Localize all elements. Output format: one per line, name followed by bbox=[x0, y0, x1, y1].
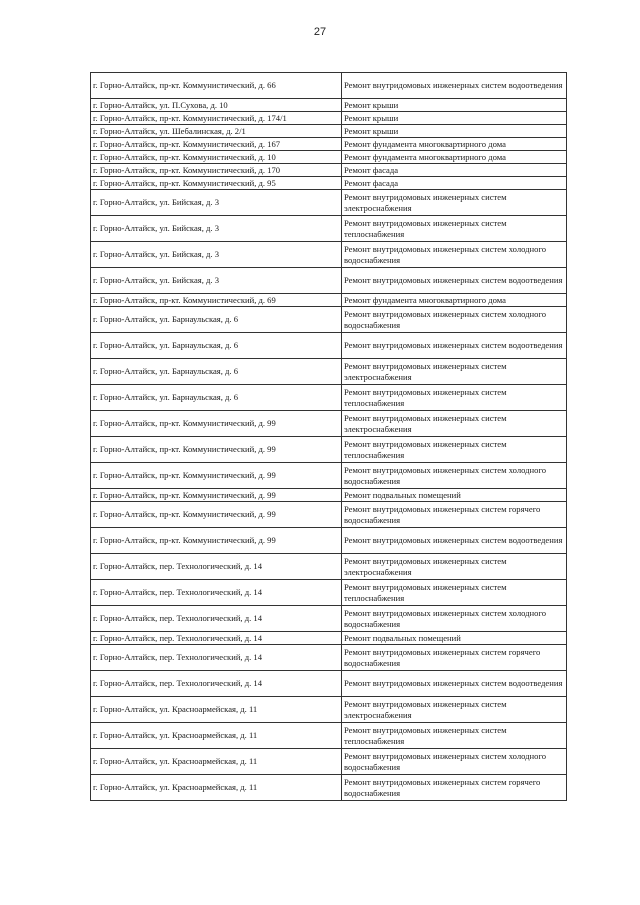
work-type-cell: Ремонт фундамента многоквартирного дома bbox=[342, 138, 567, 151]
table-row bbox=[91, 333, 567, 359]
repair-works-table bbox=[90, 72, 567, 801]
address-cell: г. Горно-Алтайск, ул. Бийская, д. 3 bbox=[91, 190, 342, 216]
work-type-cell: Ремонт фундамента многоквартирного дома bbox=[342, 151, 567, 164]
work-type-cell: Ремонт крыши bbox=[342, 125, 567, 138]
table-row bbox=[91, 528, 567, 554]
table-row bbox=[91, 125, 567, 138]
address-cell: г. Горно-Алтайск, пер. Технологический, д. 14 bbox=[91, 606, 342, 632]
table-row bbox=[91, 606, 567, 632]
work-type-cell: Ремонт внутридомовых инженерных систем холодного водоснабжения bbox=[342, 749, 567, 775]
address-cell: г. Горно-Алтайск, пер. Технологический, д. 14 bbox=[91, 645, 342, 671]
address-cell: г. Горно-Алтайск, пер. Технологический, д. 14 bbox=[91, 671, 342, 697]
page-number: 27 bbox=[313, 26, 327, 38]
address-cell: г. Горно-Алтайск, пр-кт. Коммунистический, д. 99 bbox=[91, 489, 342, 502]
address-cell: г. Горно-Алтайск, пр-кт. Коммунистический, д. 167 bbox=[91, 138, 342, 151]
table-row bbox=[91, 242, 567, 268]
table-row bbox=[91, 268, 567, 294]
table-row bbox=[91, 697, 567, 723]
table-row bbox=[91, 645, 567, 671]
table-row bbox=[91, 294, 567, 307]
work-type-cell: Ремонт внутридомовых инженерных систем холодного водоснабжения bbox=[342, 463, 567, 489]
table-row bbox=[91, 151, 567, 164]
work-type-cell: Ремонт внутридомовых инженерных систем холодного водоснабжения bbox=[342, 307, 567, 333]
address-cell: г. Горно-Алтайск, пр-кт. Коммунистический, д. 99 bbox=[91, 463, 342, 489]
table-row bbox=[91, 177, 567, 190]
table-row bbox=[91, 775, 567, 801]
work-type-cell: Ремонт фасада bbox=[342, 164, 567, 177]
address-cell: г. Горно-Алтайск, пр-кт. Коммунистический, д. 66 bbox=[91, 73, 342, 99]
table-row bbox=[91, 307, 567, 333]
address-cell: г. Горно-Алтайск, пр-кт. Коммунистический, д. 99 bbox=[91, 502, 342, 528]
work-type-cell: Ремонт внутридомовых инженерных систем электроснабжения bbox=[342, 190, 567, 216]
address-cell: г. Горно-Алтайск, пр-кт. Коммунистический, д. 174/1 bbox=[91, 112, 342, 125]
address-cell: г. Горно-Алтайск, пр-кт. Коммунистический, д. 99 bbox=[91, 528, 342, 554]
work-type-cell: Ремонт внутридомовых инженерных систем теплоснабжения bbox=[342, 437, 567, 463]
address-cell: г. Горно-Алтайск, ул. Барнаульская, д. 6 bbox=[91, 307, 342, 333]
work-type-cell: Ремонт подвальных помещений bbox=[342, 632, 567, 645]
work-type-cell: Ремонт внутридомовых инженерных систем горячего водоснабжения bbox=[342, 775, 567, 801]
work-type-cell: Ремонт внутридомовых инженерных систем горячего водоснабжения bbox=[342, 502, 567, 528]
table-row bbox=[91, 138, 567, 151]
table-row bbox=[91, 489, 567, 502]
work-type-cell: Ремонт внутридомовых инженерных систем горячего водоснабжения bbox=[342, 645, 567, 671]
table-row bbox=[91, 580, 567, 606]
work-type-cell: Ремонт фасада bbox=[342, 177, 567, 190]
work-type-cell: Ремонт внутридомовых инженерных систем теплоснабжения bbox=[342, 385, 567, 411]
address-cell: г. Горно-Алтайск, пр-кт. Коммунистический, д. 99 bbox=[91, 437, 342, 463]
work-type-cell: Ремонт внутридомовых инженерных систем теплоснабжения bbox=[342, 580, 567, 606]
address-cell: г. Горно-Алтайск, ул. Красноармейская, д. 11 bbox=[91, 723, 342, 749]
table-row bbox=[91, 164, 567, 177]
table-row bbox=[91, 73, 567, 99]
table-row bbox=[91, 463, 567, 489]
table-row bbox=[91, 502, 567, 528]
table-row bbox=[91, 359, 567, 385]
table-row bbox=[91, 437, 567, 463]
work-type-cell: Ремонт фундамента многоквартирного дома bbox=[342, 294, 567, 307]
work-type-cell: Ремонт внутридомовых инженерных систем водоотведения bbox=[342, 73, 567, 99]
table-row bbox=[91, 99, 567, 112]
work-type-cell: Ремонт внутридомовых инженерных систем электроснабжения bbox=[342, 697, 567, 723]
work-type-cell: Ремонт внутридомовых инженерных систем водоотведения bbox=[342, 528, 567, 554]
work-type-cell: Ремонт внутридомовых инженерных систем электроснабжения bbox=[342, 554, 567, 580]
address-cell: г. Горно-Алтайск, ул. Красноармейская, д. 11 bbox=[91, 775, 342, 801]
address-cell: г. Горно-Алтайск, ул. Бийская, д. 3 bbox=[91, 268, 342, 294]
address-cell: г. Горно-Алтайск, ул. Барнаульская, д. 6 bbox=[91, 333, 342, 359]
work-type-cell: Ремонт внутридомовых инженерных систем холодного водоснабжения bbox=[342, 242, 567, 268]
table-row bbox=[91, 671, 567, 697]
address-cell: г. Горно-Алтайск, ул. Бийская, д. 3 bbox=[91, 242, 342, 268]
work-type-cell: Ремонт внутридомовых инженерных систем водоотведения bbox=[342, 671, 567, 697]
work-type-cell: Ремонт внутридомовых инженерных систем теплоснабжения bbox=[342, 216, 567, 242]
address-cell: г. Горно-Алтайск, пр-кт. Коммунистический, д. 10 bbox=[91, 151, 342, 164]
address-cell: г. Горно-Алтайск, пр-кт. Коммунистический, д. 95 bbox=[91, 177, 342, 190]
table-row bbox=[91, 385, 567, 411]
address-cell: г. Горно-Алтайск, пер. Технологический, д. 14 bbox=[91, 554, 342, 580]
address-cell: г. Горно-Алтайск, пер. Технологический, д. 14 bbox=[91, 580, 342, 606]
address-cell: г. Горно-Алтайск, ул. Барнаульская, д. 6 bbox=[91, 385, 342, 411]
address-cell: г. Горно-Алтайск, ул. П.Сухова, д. 10 bbox=[91, 99, 342, 112]
work-type-cell: Ремонт крыши bbox=[342, 112, 567, 125]
work-type-cell: Ремонт внутридомовых инженерных систем электроснабжения bbox=[342, 411, 567, 437]
table-row bbox=[91, 632, 567, 645]
table-row bbox=[91, 190, 567, 216]
work-type-cell: Ремонт подвальных помещений bbox=[342, 489, 567, 502]
address-cell: г. Горно-Алтайск, ул. Красноармейская, д. 11 bbox=[91, 697, 342, 723]
address-cell: г. Горно-Алтайск, пр-кт. Коммунистический, д. 99 bbox=[91, 411, 342, 437]
work-type-cell: Ремонт внутридомовых инженерных систем водоотведения bbox=[342, 333, 567, 359]
work-type-cell: Ремонт внутридомовых инженерных систем теплоснабжения bbox=[342, 723, 567, 749]
address-cell: г. Горно-Алтайск, ул. Красноармейская, д. 11 bbox=[91, 749, 342, 775]
address-cell: г. Горно-Алтайск, пер. Технологический, д. 14 bbox=[91, 632, 342, 645]
address-cell: г. Горно-Алтайск, ул. Бийская, д. 3 bbox=[91, 216, 342, 242]
work-type-cell: Ремонт внутридомовых инженерных систем водоотведения bbox=[342, 268, 567, 294]
address-cell: г. Горно-Алтайск, пр-кт. Коммунистический, д. 69 bbox=[91, 294, 342, 307]
address-cell: г. Горно-Алтайск, ул. Шебалинская, д. 2/1 bbox=[91, 125, 342, 138]
table-row bbox=[91, 112, 567, 125]
table-row bbox=[91, 723, 567, 749]
table-row bbox=[91, 216, 567, 242]
work-type-cell: Ремонт внутридомовых инженерных систем холодного водоснабжения bbox=[342, 606, 567, 632]
address-cell: г. Горно-Алтайск, ул. Барнаульская, д. 6 bbox=[91, 359, 342, 385]
work-type-cell: Ремонт крыши bbox=[342, 99, 567, 112]
table-row bbox=[91, 554, 567, 580]
work-type-cell: Ремонт внутридомовых инженерных систем электроснабжения bbox=[342, 359, 567, 385]
table-body bbox=[91, 73, 567, 801]
table-row bbox=[91, 749, 567, 775]
address-cell: г. Горно-Алтайск, пр-кт. Коммунистический, д. 170 bbox=[91, 164, 342, 177]
table-row bbox=[91, 411, 567, 437]
